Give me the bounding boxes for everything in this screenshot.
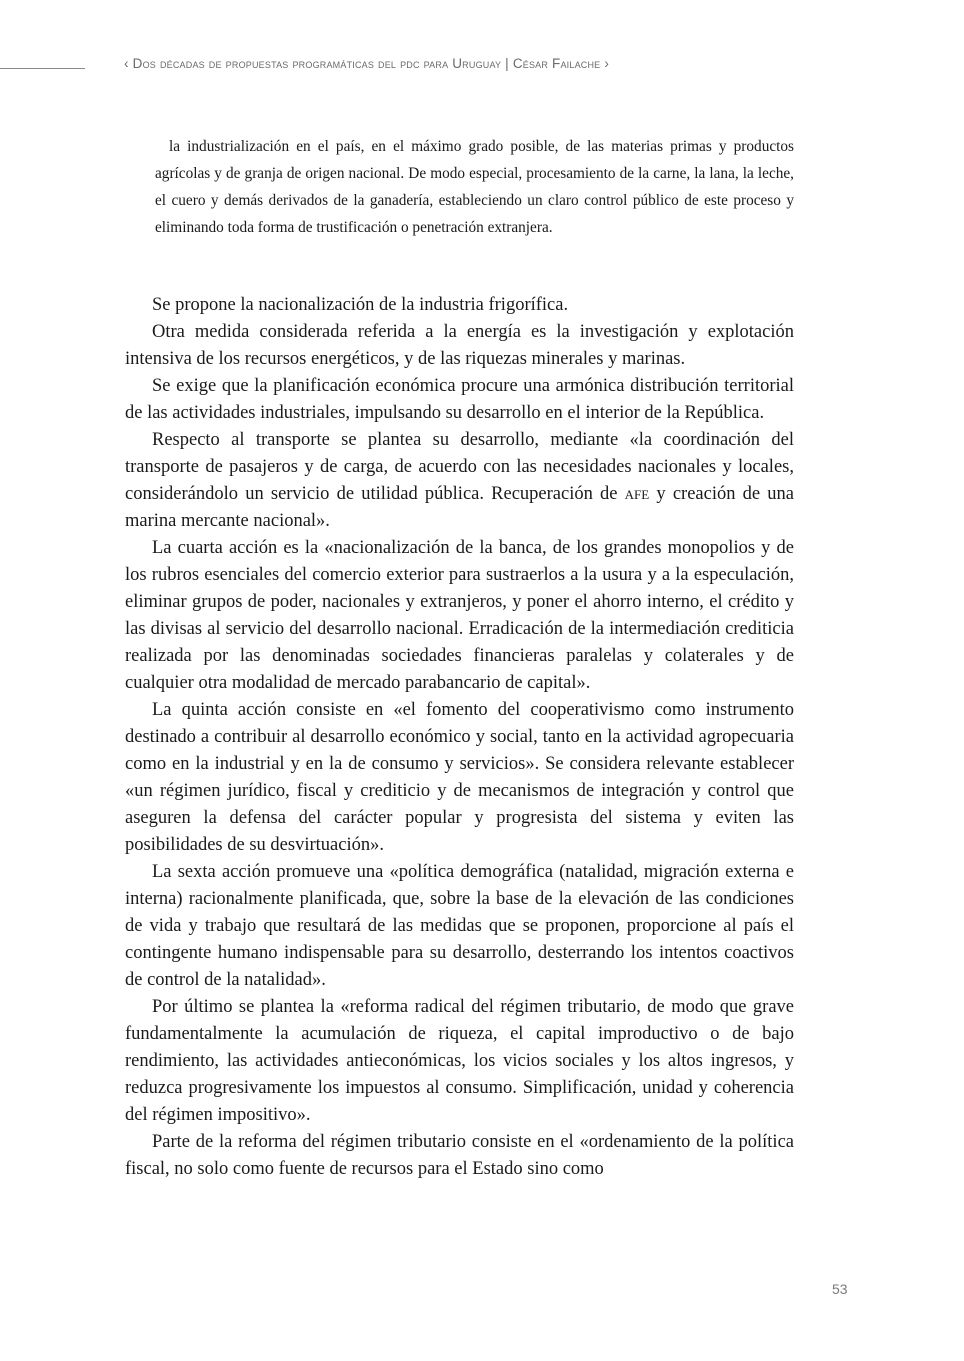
paragraph-3: Se exige que la planificación económica procure una armónica distribución territorial de las actividades industriales, impulsando su desarrollo en el interior de la República. — [125, 376, 794, 423]
paragraph-4-part-b: y creación de una marina mercante nacional». — [125, 484, 794, 531]
paragraph-6: La quinta acción consiste en «el fomento del cooperativismo como instrumento destinado a contribuir al desarrollo económico y social, tanto en la actividad agropecuaria como en la industrial y en la de consumo y servicios». Se considera relevante establecer «un régimen jurídico, fiscal y crediticio y de mecanismos de integración y control que aseguren la defensa del carácter popular y progresista del sistema y eviten las posibilidades de su desvirtuación». — [125, 700, 794, 855]
paragraph-4 — [125, 427, 794, 535]
paragraph-5: La cuarta acción es la «nacionalización de la banca, de los grandes monopolios y de los rubros esenciales del comercio exterior para sustraerlos a la usura y a la especulación, eliminar grupos de poder, nacionales y extranjeros, y poner el ahorro interno, el crédito y las divisas al servicio del desarrollo nacional. Erradicación de la intermediación crediticia realizada por las denominadas sociedades financieras paralelas y colaterales y de cualquier otra modalidad de mercado parabancario de capital». — [125, 538, 794, 693]
paragraph-2: Otra medida considerada referida a la energía es la investigación y explotación intensiva de los recursos energéticos, y de las riquezas minerales y marinas. — [125, 322, 794, 369]
page-number: 53 — [832, 1281, 848, 1297]
running-header: ‹ Dos décadas de propuestas programáticas del pdc para Uruguay | César Failache › — [124, 56, 610, 71]
header-rule — [0, 68, 85, 69]
paragraph-1: Se propone la nacionalización de la industria frigorífica. — [152, 295, 569, 315]
paragraph-4-part-a: Respecto al transporte se plantea su desarrollo, mediante «la coordinación del transporte de pasajeros y de carga, de acuerdo con las necesidades nacionales y locales, considerándolo un servicio de utilidad pública. Recuperación de — [125, 430, 794, 504]
paragraph-8: Por último se plantea la «reforma radical del régimen tributario, de modo que grave fundamentalmente la acumulación de riqueza, el capital improductivo o de bajo rendimiento, las actividades antieconómicas, los vicios sociales y los altos ingresos, y reduzca progresivamente los impuestos al consumo. Simplificación, unidad y coherencia del régimen impositivo». — [125, 997, 794, 1125]
paragraph-7: La sexta acción promueve una «política demográfica (natalidad, migración externa e interna) racionalmente planificada, que, sobre la base de la elevación de las condiciones de vida y trabajo que resultará de las medidas que se proponen, proporcione al país el contingente humano indispensable para su desarrollo, desterrando los intentos coactivos de control de la natalidad». — [125, 862, 794, 990]
paragraph-9: Parte de la reforma del régimen tributario consiste en el «ordenamiento de la política fiscal, no solo como fuente de recursos para el Estado sino como — [125, 1132, 794, 1179]
block-quote — [155, 133, 794, 241]
quote-paragraph: la industrialización en el país, en el máximo grado posible, de las materias primas y productos agrícolas y de granja de origen nacional. De modo especial, procesamiento de la carne, la lana, la leche, el cuero y demás derivados de la ganadería, estableciendo un claro control público de este proceso y eliminando toda forma de trustificación o penetración extranjera. — [155, 138, 794, 236]
afe-abbreviation: afe — [624, 484, 650, 504]
body-text — [125, 292, 794, 1183]
